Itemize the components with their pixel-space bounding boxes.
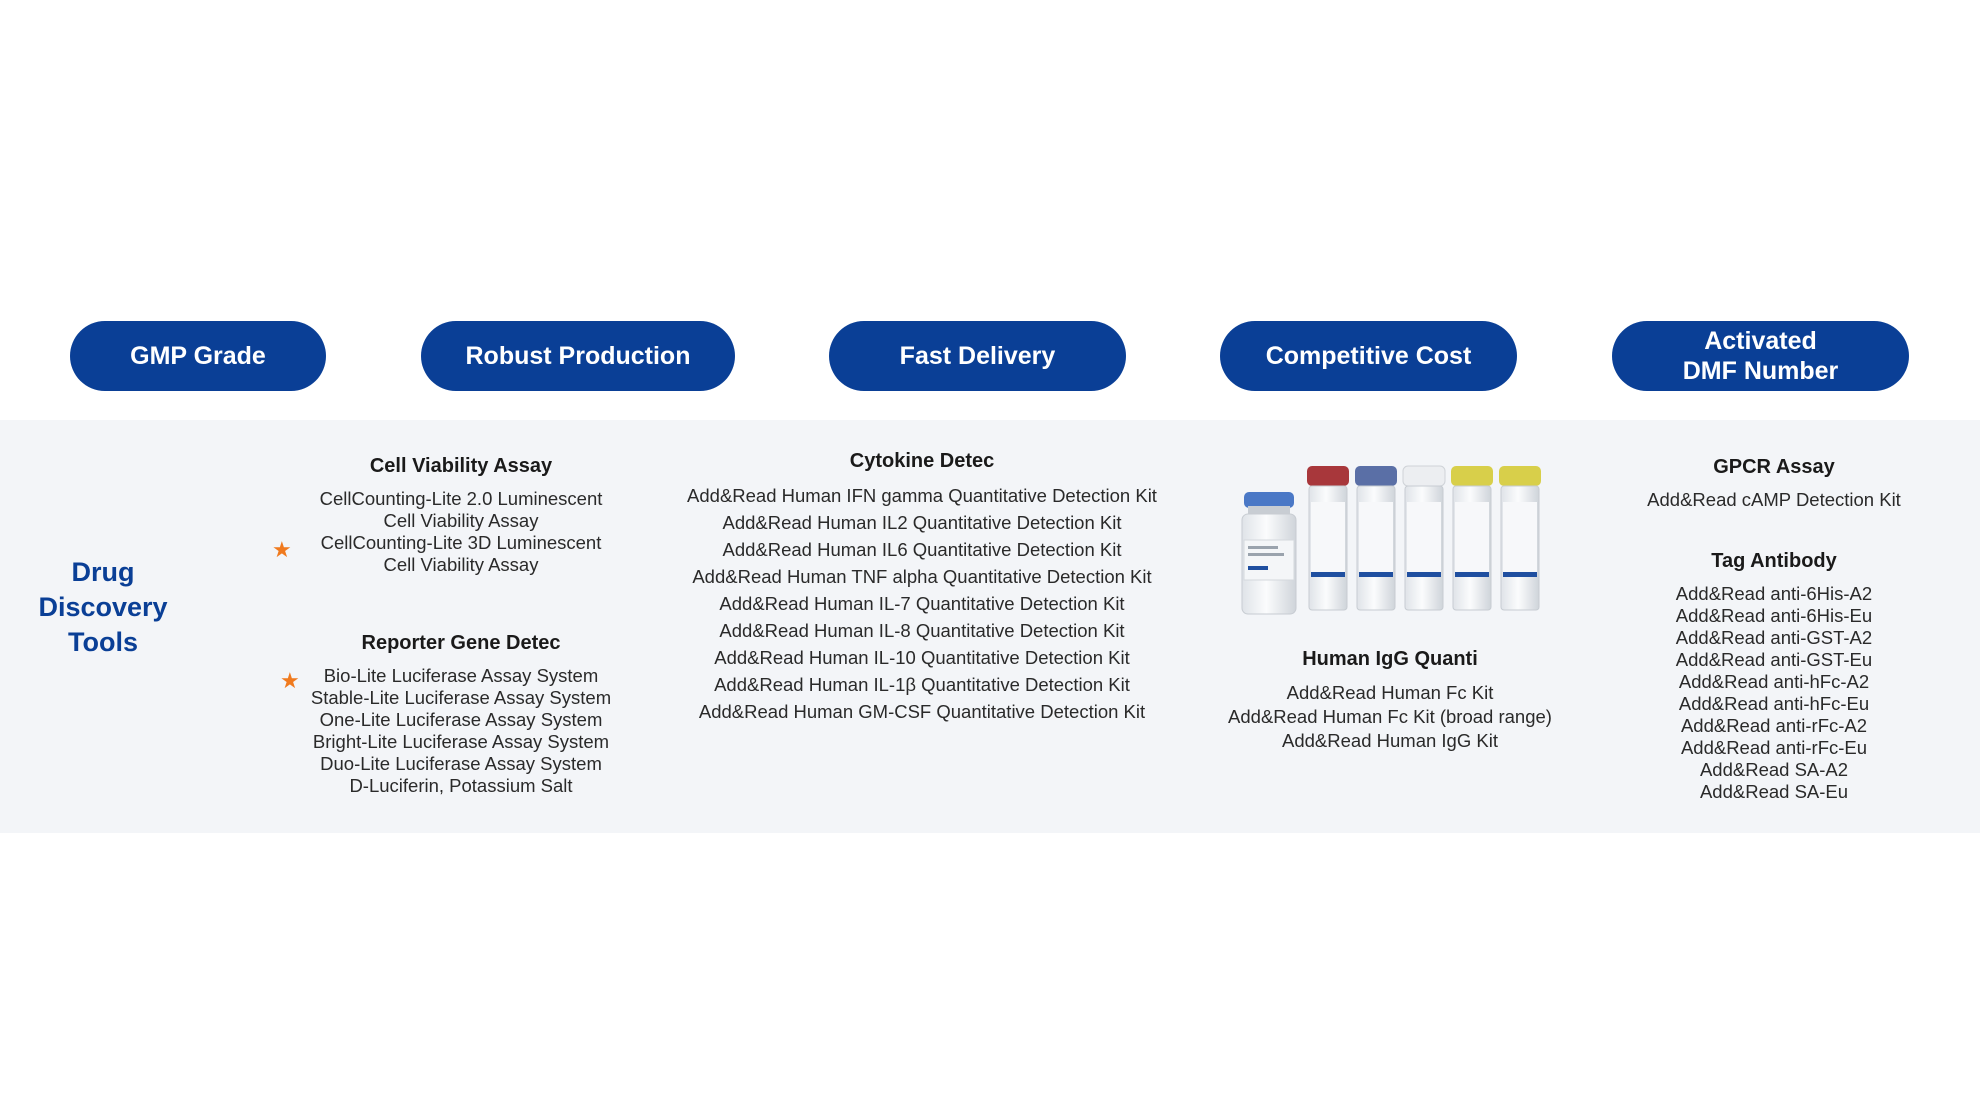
- feature-activated-dmf: Activated DMF Number: [1612, 321, 1909, 391]
- list-item: Add&Read anti-rFc-Eu: [1680, 737, 1868, 758]
- list-item: Cell Viability Assay: [383, 554, 539, 575]
- section-title: Human IgG Quanti: [1302, 648, 1478, 670]
- category-label: Drug Discovery Tools: [38, 557, 168, 657]
- vial-small: [1242, 492, 1296, 614]
- human-igg-section: [1180, 648, 1600, 753]
- cytokine-section: [640, 450, 1204, 725]
- list-item: Duo-Lite Luciferase Assay System: [320, 753, 602, 774]
- list-item: Add&Read Human IL-8 Quantitative Detection Kit: [719, 620, 1125, 641]
- section-title: Cell Viability Assay: [369, 455, 553, 477]
- list-item: CellCounting-Lite 3D Luminescent: [320, 532, 602, 553]
- list-item: Add&Read Human IFN gamma Quantitative Detection Kit: [687, 485, 1157, 506]
- section-title: Tag Antibody: [1711, 550, 1837, 572]
- star-icon: ★: [272, 537, 292, 562]
- list-item: Add&Read Human IL2 Quantitative Detection Kit: [722, 512, 1122, 533]
- list-item: Add&Read Human IL-10 Quantitative Detection Kit: [714, 647, 1130, 668]
- list-item: Add&Read SA-A2: [1699, 759, 1849, 780]
- list-item: Add&Read anti-GST-Eu: [1675, 649, 1873, 670]
- list-item: Stable-Lite Luciferase Assay System: [310, 687, 612, 708]
- list-item: Add&Read Human IgG Kit: [1282, 730, 1498, 751]
- list-item: Bio-Lite Luciferase Assay System: [323, 665, 599, 686]
- list-item: Add&Read anti-GST-A2: [1675, 627, 1873, 648]
- list-item: Add&Read Human Fc Kit: [1286, 682, 1494, 703]
- feature-robust-production: Robust Production: [421, 321, 735, 391]
- list-item: Add&Read anti-6His-Eu: [1675, 605, 1873, 626]
- list-item: Add&Read anti-rFc-A2: [1680, 715, 1868, 736]
- kit-vials-image: [1238, 462, 1558, 622]
- list-item: Add&Read Human IL-1β Quantitative Detection Kit: [714, 674, 1130, 695]
- tube-blue: [1355, 466, 1397, 610]
- star-icon: ★: [280, 668, 300, 693]
- tube-white: [1403, 466, 1445, 610]
- section-title: Cytokine Detec: [849, 450, 995, 472]
- feature-fast-delivery: Fast Delivery: [829, 321, 1126, 391]
- list-item: Add&Read anti-hFc-Eu: [1678, 693, 1870, 714]
- tag-antibody-section: [1600, 550, 1948, 803]
- list-item: Cell Viability Assay: [383, 510, 539, 531]
- list-item: Add&Read anti-6His-A2: [1675, 583, 1873, 604]
- list-item: Add&Read Human GM-CSF Quantitative Detection Kit: [698, 701, 1146, 722]
- list-item: Add&Read Human IL6 Quantitative Detection Kit: [722, 539, 1122, 560]
- list-item: Add&Read Human IL-7 Quantitative Detection Kit: [719, 593, 1125, 614]
- cell-viability-section: [258, 455, 664, 576]
- tube-red: [1307, 466, 1349, 610]
- feature-gmp-grade: GMP Grade: [70, 321, 326, 391]
- list-item: One-Lite Luciferase Assay System: [319, 709, 603, 730]
- tube-yellow-2: [1499, 466, 1541, 610]
- reporter-gene-section: [258, 632, 664, 797]
- list-item: Add&Read Human Fc Kit (broad range): [1228, 706, 1552, 727]
- tube-yellow-1: [1451, 466, 1493, 610]
- section-title: Reporter Gene Detec: [361, 632, 561, 654]
- list-item: Add&Read SA-Eu: [1699, 781, 1849, 802]
- list-item: Add&Read anti-hFc-A2: [1678, 671, 1870, 692]
- list-item: D-Luciferin, Potassium Salt: [349, 775, 573, 796]
- list-item: CellCounting-Lite 2.0 Luminescent: [319, 488, 603, 509]
- list-item: Add&Read Human TNF alpha Quantitative Detection Kit: [692, 566, 1152, 587]
- list-item: Add&Read cAMP Detection Kit: [1647, 489, 1901, 510]
- feature-competitive-cost: Competitive Cost: [1220, 321, 1517, 391]
- gpcr-section: [1600, 456, 1948, 511]
- section-title: GPCR Assay: [1713, 456, 1835, 478]
- list-item: Bright-Lite Luciferase Assay System: [312, 731, 610, 752]
